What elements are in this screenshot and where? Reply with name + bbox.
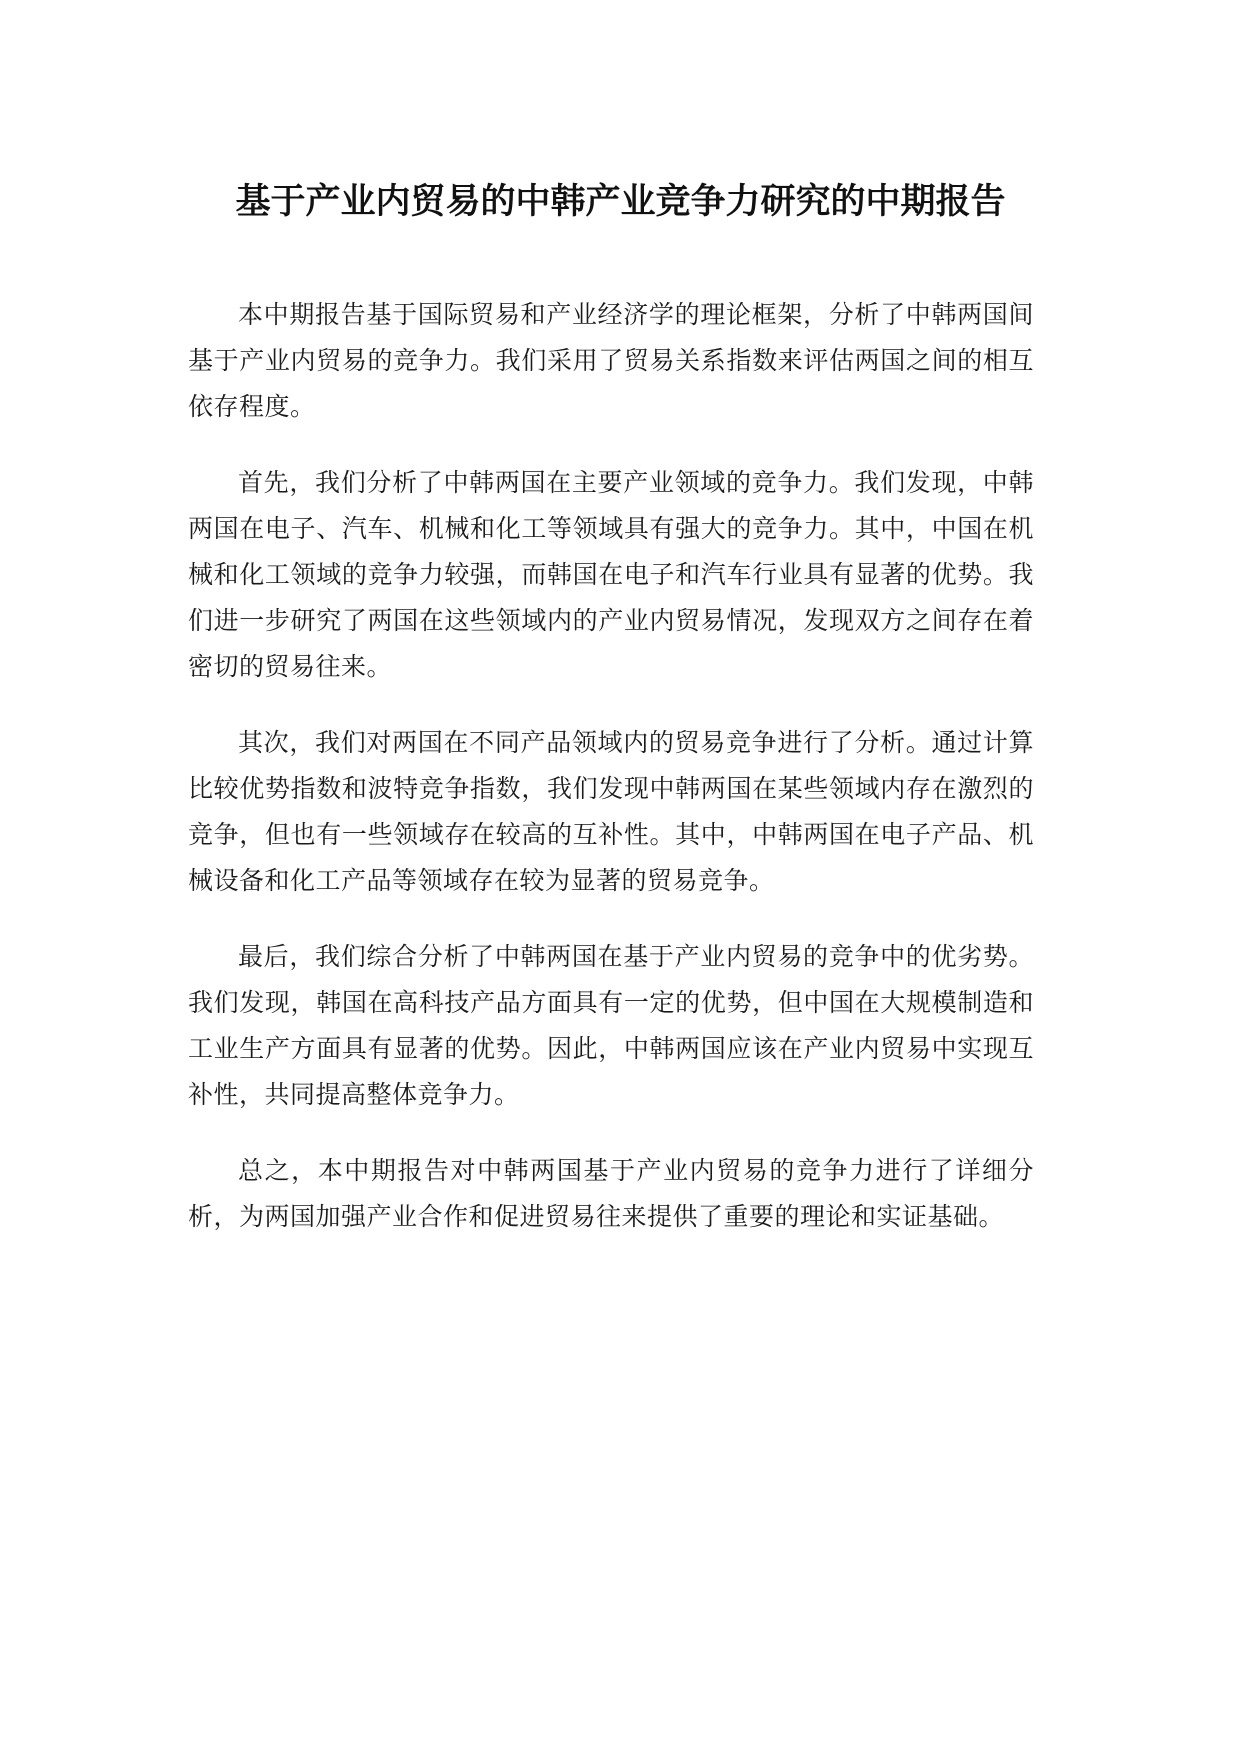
document-title: 基于产业内贸易的中韩产业竞争力研究的中期报告	[235, 182, 1006, 222]
paragraph-3: 其次，我们对两国在不同产品领域内的贸易竞争进行了分析。通过计算比较优势指数和波特竞争指数，我们发现中韩两国在某些领域内存在激烈的竞争，但也有一些领域存在较高的互补性。其中，中韩两国在电子产品、机械设备和化工产品等领域存在较为显著的贸易竞争。	[188, 728, 1034, 895]
document-body	[188, 292, 1034, 1270]
paragraph-5: 总之，本中期报告对中韩两国基于产业内贸易的竞争力进行了详细分析，为两国加强产业合作和促进贸易往来提供了重要的理论和实证基础。	[188, 1156, 1034, 1231]
paragraph-2: 首先，我们分析了中韩两国在主要产业领域的竞争力。我们发现，中韩两国在电子、汽车、机械和化工等领域具有强大的竞争力。其中，中国在机械和化工领域的竞争力较强，而韩国在电子和汽车行业具有显著的优势。我们进一步研究了两国在这些领域内的产业内贸易情况，发现双方之间存在着密切的贸易往来。	[188, 468, 1034, 681]
paragraph-4: 最后，我们综合分析了中韩两国在基于产业内贸易的竞争中的优劣势。我们发现，韩国在高科技产品方面具有一定的优势，但中国在大规模制造和工业生产方面具有显著的优势。因此，中韩两国应该在产业内贸易中实现互补性，共同提高整体竞争力。	[188, 942, 1034, 1109]
paragraph-1: 本中期报告基于国际贸易和产业经济学的理论框架，分析了中韩两国间基于产业内贸易的竞争力。我们采用了贸易关系指数来评估两国之间的相互依存程度。	[188, 300, 1034, 421]
